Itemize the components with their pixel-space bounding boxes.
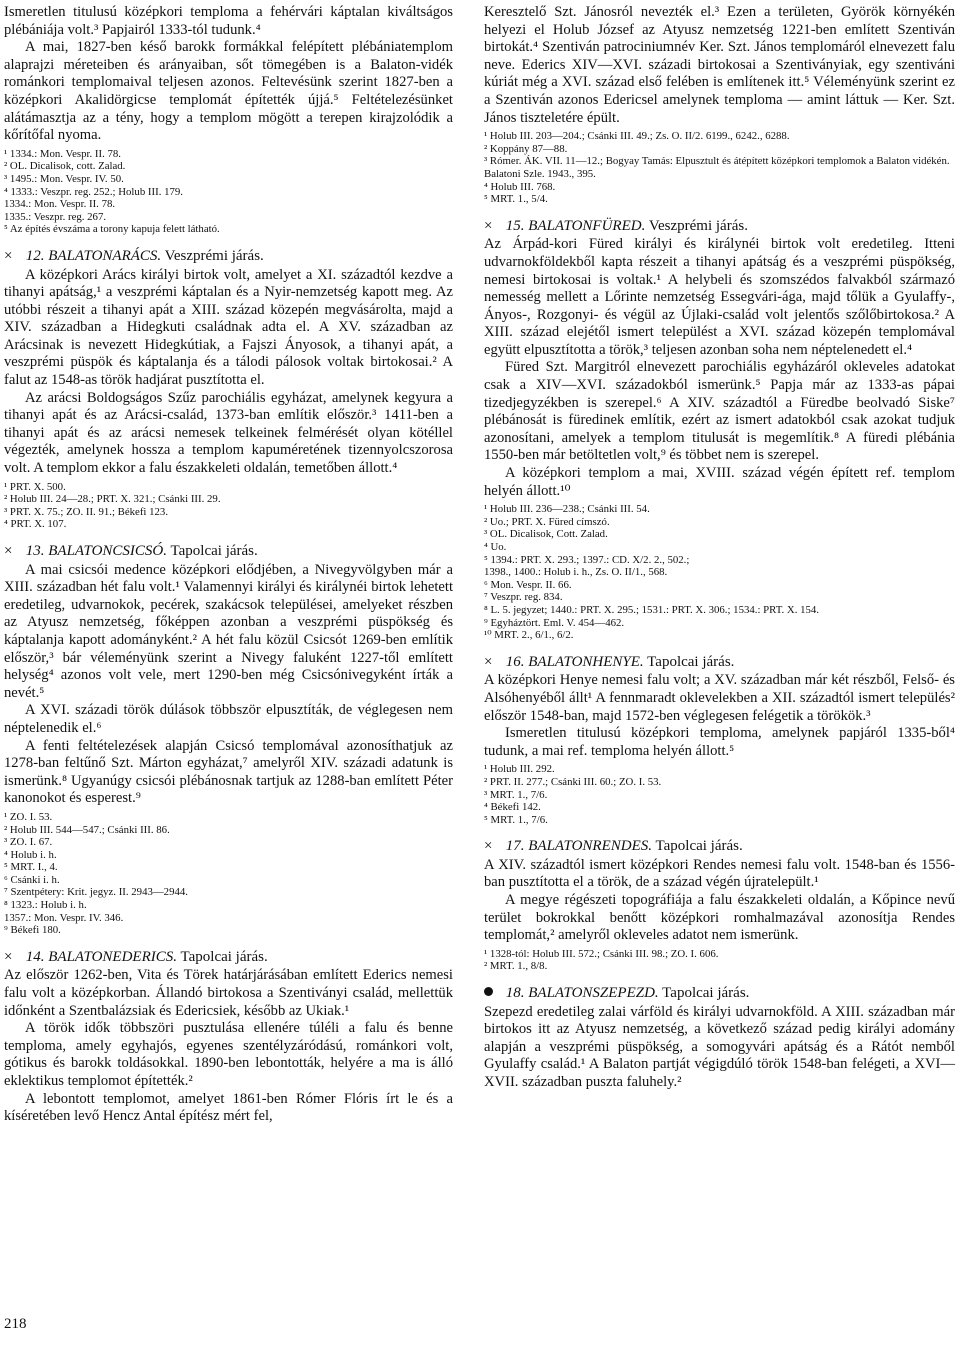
paragraph: A középkori Henye nemesi falu volt; a XV. században már két részből, Felső- és Alsóhenyéből állt¹ A fennmaradt oklevelekben a XII. századtól ismert település² először 1548-ban, majd 1572-ben véglegesen felégetik a törökök.³ bbox=[484, 672, 955, 724]
footnote: ¹ ZO. I. 53. bbox=[4, 810, 53, 823]
footnote: ² Uo.; PRT. X. Füred címszó. bbox=[484, 515, 610, 528]
cross-mark-icon: × bbox=[4, 543, 13, 559]
footnote: ⁴ Holub III. 768. bbox=[484, 180, 556, 193]
paragraph: Az Árpád-kori Füred királyi és királynéi birtok volt eredetileg. Itteni udvarnokföldekből kapta részeit a tihanyi apátság és a veszprémi püspökség, nemesi birtokosai is voltak.¹ A helybeli és szomszédos falvakból származó nemesség mellett a Lőrinte nemzetség Essegvári-ága, majd tőlük a Gyulaffy-, Ányos-, Rozgonyi- és végül az Újlaki-család volt jelentős szőlőbirtokosa.² A XIII. század elejétől ismert települést a XVI. század közepén templomával együtt elpusztította a török,³ teljesen azonban soha nem néptelenedett el.⁴ bbox=[484, 236, 955, 358]
footnote: ⁶ Csánki i. h. bbox=[4, 873, 60, 886]
footnote: ¹ 1334.: Mon. Vespr. II. 78. bbox=[4, 147, 122, 160]
footnote: ⁷ Szentpétery: Krit. jegyz. II. 2943—2944. bbox=[4, 886, 188, 899]
footnote: ² Koppány 87—88. bbox=[484, 142, 568, 155]
cross-mark-icon: × bbox=[484, 653, 493, 670]
section-district: Tapolcai járás. bbox=[180, 948, 268, 965]
footnote: ⁴ Békefi 142. bbox=[484, 801, 541, 814]
section-title: BALATONARÁCS. bbox=[48, 247, 162, 264]
paragraph: Füred Szt. Margitról elnevezett parochiális egyházáról okleveles adatokat csak a XIV—XVI. századokból ismerünk.⁵ Papja már az 1333-as pápai tizedjegyzékben is szerepel.⁶ A XIV. századtól a Füredbe beolvadó Siske⁷ plébánosát is füredinek említik, ezért az ismert adatokból csak azokat tudjuk azonosítani, amelyek a templom titulusát is megemlítik.⁸ A füredi plébánia 1550-ben már betöltetlen volt,⁹ és többet nem is szerepel. bbox=[484, 359, 955, 464]
footnote: ¹ Holub III. 236—238.; Csánki III. 54. bbox=[484, 503, 650, 516]
footnotes-13 bbox=[4, 811, 453, 937]
footnote: ¹ Holub III. 203—204.; Csánki III. 49.; Zs. O. II/2. 6199., 6242., 6288. bbox=[484, 130, 790, 143]
paragraph: Az először 1262-ben, Vita és Törek határjárásában említett Ederics nemesi falu volt a középkorban. Állandó birtokosa a Szentiványi család, mellettük időnként a Szentbalázsiak és Edericsiek, később az Ukiak.¹ bbox=[4, 967, 453, 1019]
paragraph: A középkori templom a mai, XVIII. század végén épített ref. templom helyén állott.¹⁰ bbox=[484, 465, 955, 499]
footnote: ⁴ 1333.: Veszpr. reg. 252.; Holub III. 179. bbox=[4, 185, 183, 198]
section-district: Tapolcai járás. bbox=[655, 838, 743, 855]
footnote: ³ PRT. X. 75.; ZO. II. 91.; Békefi 123. bbox=[4, 505, 169, 518]
footnotes-15 bbox=[484, 503, 955, 642]
paragraph: A XIV. századtól ismert középkori Rendes nemesi falu volt. 1548-ban és 1556-ban pusztította el a török, de a század végén újratelepült.¹ bbox=[484, 856, 955, 891]
left-column bbox=[4, 4, 453, 1126]
section-district: Veszprémi járás. bbox=[648, 217, 748, 234]
footnote: ⁴ PRT. X. 107. bbox=[4, 518, 67, 531]
section-title: BALATONCSICSÓ. bbox=[48, 543, 168, 559]
footnotes-14 bbox=[484, 130, 955, 206]
footnote: ⁹ Békefi 180. bbox=[4, 924, 61, 937]
cross-mark-icon: × bbox=[4, 948, 13, 965]
footnote: ¹ 1328-tól: Holub III. 572.; Csánki III. 98.; ZO. I. 606. bbox=[484, 947, 719, 960]
paragraph: A középkori Arács királyi birtok volt, amelyet a XI. századtól kezdve a tihanyi apátság,¹ a veszprémi káptalan és a Nyir-nemzetség kapott meg. Az utóbbi részeit a tihanyi apát a XIII. század közepén megvásárolta, majd a XIV. században a Hidegkuti családnak adta el. A XV. században az Arácsinak is nevezett Hidegkútiak, a Fajszi Ányosok, a tihanyi apát, a veszprémi püspök és káptalanja és a tálodi pálosok voltak birtokosai.² A falut az 1548-as török hadjárat pusztította el. bbox=[4, 266, 453, 389]
footnotes-16 bbox=[484, 763, 955, 826]
section-number: 14. bbox=[25, 948, 45, 965]
footnote: ² OL. Dicalisok, cott. Zalad. bbox=[4, 160, 126, 173]
footnote: ² MRT. 1., 8/8. bbox=[484, 960, 548, 973]
section-title: BALATONRENDES. bbox=[528, 838, 653, 855]
paragraph: A megye régészeti topográfiája a falu északkeleti oldalán, a Kőpince nevű terület bokrokkal benőtt középkori romhalmazával azonosítja Rendes templomát,² amelyről okleveles adatot nem ismerünk. bbox=[484, 892, 955, 944]
paragraph: A fenti feltételezések alapján Csicsó templomával azonosíthatjuk az 1278-ban feltűnő Szt. Márton egyházat,⁷ amelyről XIV. századi adatunk is ismerünk.⁸ Ugyanúgy csicsói plébánosnak tartjuk az 1288-ban említett Péter kanonokot és esperest.⁹ bbox=[4, 737, 453, 807]
section-heading-14 bbox=[4, 949, 453, 967]
cross-mark-icon: × bbox=[4, 247, 13, 264]
section-district: Tapolcai járás. bbox=[170, 543, 258, 559]
page-number: 218 bbox=[4, 1316, 27, 1332]
section-number: 17. bbox=[505, 838, 525, 855]
section-heading-16 bbox=[484, 654, 955, 672]
footnote: ⁵ 1394.: PRT. X. 293.; 1397.: CD. X/2. 2., 502.; bbox=[484, 553, 690, 566]
footnotes-intro bbox=[4, 148, 453, 236]
footnote: ⁵ MRT. 1., 5/4. bbox=[484, 193, 548, 206]
section-heading-17 bbox=[484, 838, 955, 856]
footnote: ² Holub III. 24—28.; PRT. X. 321.; Csánki III. 29. bbox=[4, 493, 221, 506]
section-title: BALATONHENYE. bbox=[528, 653, 644, 670]
footnotes-17 bbox=[484, 948, 955, 973]
footnote: ⁵ Az építés évszáma a torony kapuja felett látható. bbox=[4, 223, 220, 236]
footnote: ⁸ L. 5. jegyzet; 1440.: PRT. X. 295.; 1531.: PRT. X. 306.; 1534.: PRT. X. 154. bbox=[484, 603, 820, 616]
footnote: ⁶ Mon. Vespr. II. 66. bbox=[484, 578, 572, 591]
footnote: ³ 1495.: Mon. Vespr. IV. 50. bbox=[4, 172, 124, 185]
section-title: BALATONEDERICS. bbox=[48, 948, 178, 965]
section-heading-18 bbox=[484, 985, 955, 1003]
footnote: ³ OL. Dicalisok, Cott. Zalad. bbox=[484, 528, 608, 541]
footnote: ⁹ Egyháztört. Eml. V. 454—462. bbox=[484, 616, 625, 629]
footnote: ⁵ MRT. 1., 7/6. bbox=[484, 813, 548, 826]
section-number: 13. bbox=[25, 543, 45, 559]
paragraph: A mai csicsói medence középkori elődjében, a Nivegyvölgyben már a XIII. században hét falu volt.¹ Valamennyi királyi és királynéi birtok lehetett eredetileg, udvarnokok, pecérek, szakácsok települései, amelyeket részben az Atyusz nemzetség, főképpen azonban a veszprémi püspökség és káptalanja kapott adományként.² A hét falu közül Csicsót 1269-ben említik először,³ bár véleményünk szerint a Nivegy faluként 1227-től említett helység⁴ azonos volt vele, mert 1290-ben még Csicsónivegyként írták a nevét.⁵ bbox=[4, 561, 453, 701]
footnote: 1357.: Mon. Vespr. IV. 346. bbox=[4, 911, 124, 924]
section-district: Tapolcai járás. bbox=[647, 653, 735, 670]
section-number: 16. bbox=[505, 653, 525, 670]
paragraph: Ismeretlen titulusú középkori temploma, amelynek papjáról 1335-ből⁴ tudunk, a mai ref. temploma helyén állott.⁵ bbox=[484, 725, 955, 759]
paragraph: A mai, 1827-ben késő barokk formákkal felépített plébániatemplom alaprajzi méreteiben és arányaiban, sőt tömegében is a Balaton-vidék románkori templomaival teljesen azonos. Feltevésünk szerint 1827-ben a középkori Akalidörgicse templomát építették újjá.⁵ Feltételezésünket alátámasztja az a tény, hogy a templom mögött a terepen kirajzolódik a kőrítőfal nyoma. bbox=[4, 39, 453, 144]
footnote: ⁴ Holub i. h. bbox=[4, 848, 57, 861]
paragraph: Az arácsi Boldogságos Szűz parochiális egyházat, amelynek kegyura a tihanyi apát és az Arácsi-család, 1373-ban említik először.³ 1411-ben a tihanyi apát és az arácsi nemesek telkeinek felmérését olyan kötéllel végezték, amelynek hossza a templom kapuméretének tizennyolcszorosa volt. A templom ekkor a falu északkeleti oldalán, temetőben állott.⁴ bbox=[4, 389, 453, 477]
paragraph: A lebontott templomot, amelyet 1861-ben Rómer Flóris írt le és a kíséretében levő Hencz Antal építész mért fel, bbox=[4, 1090, 453, 1125]
paragraph: Keresztelő Szt. Jánosról nevezték el.³ Ezen a területen, Györök környékén helyezi el Holub József az Atyusz nemzetség 1221-ben említett Szentiván birtokát.⁴ Szentiván patrociniumnév Ker. Szt. János templomáról elnevezett falu neve. Ederics XIV—XVI. századi birtokosai a Szentiványiak, egy szentiváni kúriát még a XVI. század első felében is említenek itt.⁵ Véleményünk szerint ez a Szentiván azonos Edericsel amelynek temploma — amint láttuk — Ker. Szt. János tiszteletére épült. bbox=[484, 4, 955, 126]
footnote: ¹ Holub III. 292. bbox=[484, 763, 555, 776]
paragraph: A XVI. századi török dúlások többször elpusztíták, de véglegesen nem néptelenedik el.⁶ bbox=[4, 702, 453, 736]
footnote: ⁸ 1323.: Holub i. h. bbox=[4, 899, 87, 912]
cross-mark-icon: × bbox=[484, 838, 493, 855]
footnote: ⁷ Veszpr. reg. 834. bbox=[484, 591, 563, 604]
footnote: ¹⁰ MRT. 2., 6/1., 6/2. bbox=[484, 629, 574, 642]
paragraph: A török idők többszöri pusztulása ellenére túléli a falu és benne temploma, amely egyhajós, egyenes szentélyzáródású, románkori volt, gótikus és barokk toldásokkal. 1890-ben lebontották, helyére a ma is álló eklektikus templomot építették.² bbox=[4, 1020, 453, 1089]
section-heading-12 bbox=[4, 248, 453, 266]
footnotes-12 bbox=[4, 481, 453, 531]
footnote: 1335.: Veszpr. reg. 267. bbox=[4, 210, 107, 223]
footnote: ³ ZO. I. 67. bbox=[4, 836, 53, 849]
footnote: ⁵ MRT. I., 4. bbox=[4, 861, 58, 874]
footnote: ³ Rómer. ÁK. VII. 11—12.; Bogyay Tamás: Elpusztult és átépített középkori templomok a Balaton vidékén. Balatoni Szle. 1943., 395. bbox=[484, 155, 950, 180]
section-title: BALATONSZEPEZD. bbox=[528, 985, 659, 1002]
section-heading-15 bbox=[484, 218, 955, 236]
section-title: BALATONFÜRED. bbox=[528, 217, 646, 234]
footnote: ⁴ Uo. bbox=[484, 541, 507, 553]
footnote: ² Holub III. 544—547.; Csánki III. 86. bbox=[4, 823, 170, 836]
section-number: 18. bbox=[505, 985, 525, 1002]
section-number: 15. bbox=[505, 217, 525, 234]
section-heading-13 bbox=[4, 543, 453, 561]
footnote: ³ MRT. 1., 7/6. bbox=[484, 788, 548, 801]
footnote: ¹ PRT. X. 500. bbox=[4, 480, 66, 493]
footnote: 1334.: Mon. Vespr. II. 78. bbox=[4, 198, 116, 211]
footnote: 1398., 1400.: Holub i. h., Zs. O. II/1., 568. bbox=[484, 566, 668, 579]
section-district: Veszprémi járás. bbox=[164, 247, 264, 264]
section-number: 12. bbox=[25, 247, 45, 264]
right-column bbox=[484, 4, 955, 1092]
section-district: Tapolcai járás. bbox=[662, 985, 750, 1002]
footnote: ² PRT. II. 277.; Csánki III. 60.; ZO. I. 53. bbox=[484, 775, 662, 788]
cross-mark-icon: × bbox=[484, 217, 493, 234]
filled-circle-icon bbox=[484, 987, 493, 996]
paragraph: Szepezd eredetileg zalai várföld és királyi udvarnokföld. A XIII. században már birtokos itt az Atyusz nemzetség, a következő század pedig királyi adomány alapján a veszprémi püspökség, a somogyvári apátság és a Rátót nemből Gyulaffy család.¹ A Balaton partját végigdúló török 1548-ban felégeti, a XVI—XVII. században puszta faluhely.² bbox=[484, 1003, 955, 1090]
paragraph: Ismeretlen titulusú középkori temploma a fehérvári káptalan kiváltságos plébániája volt.³ Papjairól 1333-tól tudunk.⁴ bbox=[4, 4, 453, 38]
